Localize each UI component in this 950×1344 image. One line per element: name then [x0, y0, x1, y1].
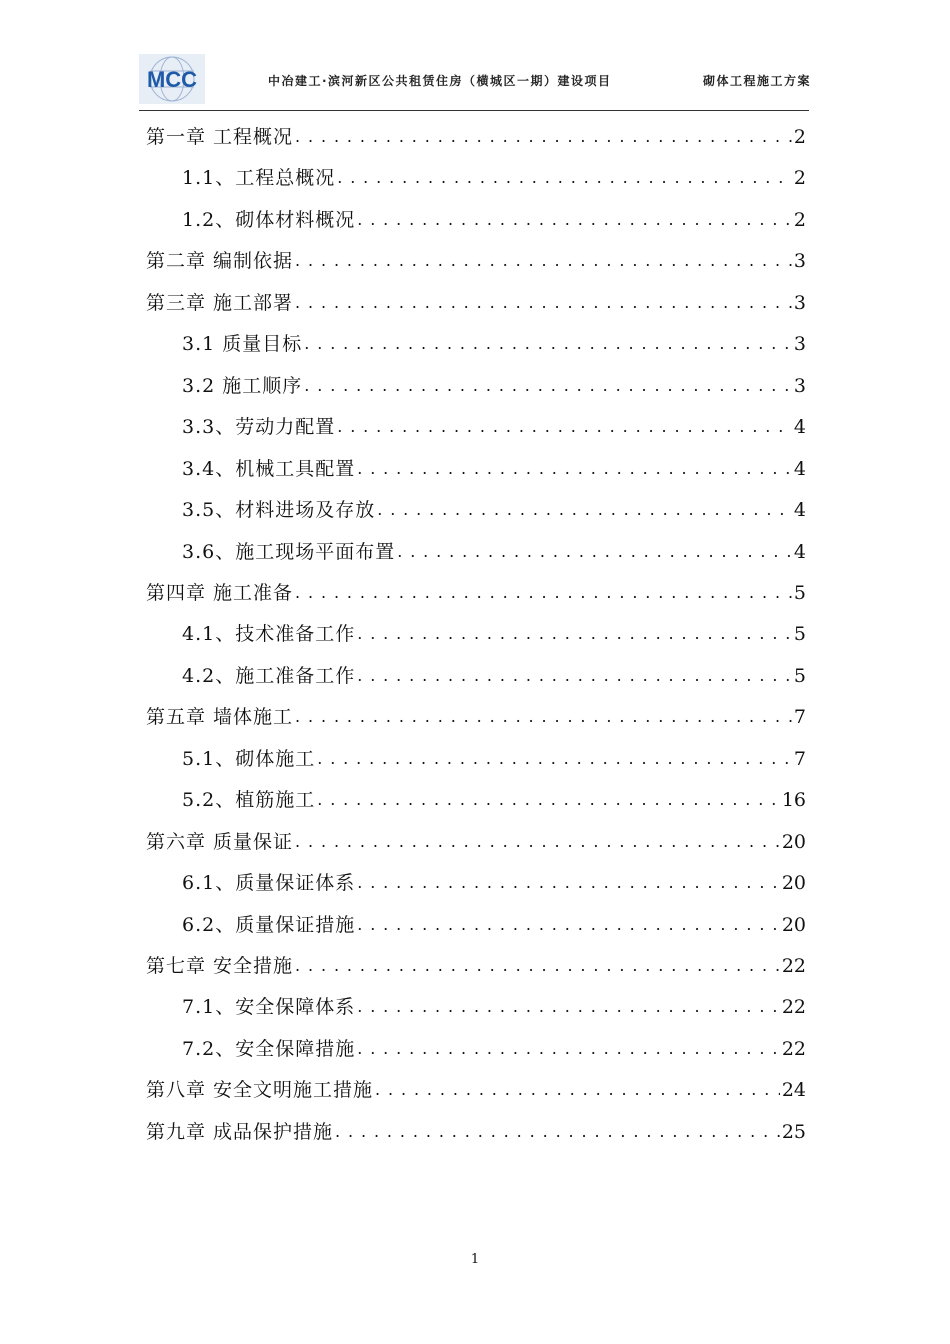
toc-entry-page: 25	[781, 1120, 806, 1143]
toc-dot-leader	[397, 536, 792, 567]
toc-dot-leader	[295, 577, 792, 608]
toc-entry[interactable]	[182, 163, 806, 193]
toc-entry-label: 7.2、安全保障措施	[182, 1037, 356, 1060]
toc-entry-label: 第八章 安全文明施工措施	[146, 1079, 374, 1102]
toc-entry-label: 第三章 施工部署	[146, 291, 294, 314]
toc-entry-label: 第四章 施工准备	[146, 581, 294, 604]
toc-entry-page: 20	[781, 872, 806, 895]
toc-dot-leader	[317, 743, 792, 774]
toc-entry-page: 20	[781, 830, 806, 853]
toc-entry[interactable]	[182, 537, 806, 567]
toc-entry[interactable]	[146, 122, 806, 152]
toc-entry[interactable]	[182, 868, 806, 898]
toc-entry-page: 7	[793, 747, 806, 770]
toc-dot-leader	[295, 121, 792, 152]
toc-entry-label: 3.5、材料进场及存放	[182, 499, 376, 522]
toc-entry[interactable]	[182, 1034, 806, 1064]
toc-dot-leader	[337, 411, 792, 442]
toc-entry[interactable]	[182, 744, 806, 774]
toc-entry-label: 5.1、砌体施工	[182, 747, 316, 770]
toc-dot-leader	[295, 701, 792, 732]
toc-entry[interactable]	[146, 827, 806, 857]
toc-dot-leader	[357, 660, 792, 691]
toc-entry-page: 24	[781, 1079, 806, 1102]
toc-entry[interactable]	[146, 1117, 806, 1147]
toc-entry[interactable]	[182, 454, 806, 484]
toc-entry-page: 4	[793, 499, 806, 522]
toc-entry[interactable]	[182, 412, 806, 442]
logo-text: MCC	[146, 67, 198, 92]
toc-entry-page: 2	[793, 126, 806, 148]
toc-dot-leader	[317, 784, 780, 815]
toc-dot-leader	[357, 204, 792, 235]
toc-dot-leader	[295, 287, 792, 318]
toc-entry-label: 第一章 工程概况	[146, 126, 294, 148]
toc-dot-leader	[357, 453, 792, 484]
toc-dot-leader	[295, 950, 780, 981]
toc-entry-label: 6.2、质量保证措施	[182, 913, 356, 936]
toc-entry[interactable]	[146, 1075, 806, 1105]
toc-entry-label: 6.1、质量保证体系	[182, 872, 356, 895]
mcc-logo	[139, 54, 205, 104]
toc-entry[interactable]	[182, 661, 806, 691]
toc-dot-leader	[295, 245, 792, 276]
toc-entry-label: 第六章 质量保证	[146, 830, 294, 853]
toc-entry[interactable]	[146, 246, 806, 276]
toc-entry-page: 3	[793, 250, 806, 273]
toc-entry-page: 3	[793, 291, 806, 314]
toc-entry-page: 3	[793, 333, 806, 356]
toc-entry-label: 3.1 质量目标	[182, 333, 303, 356]
toc-entry-page: 22	[781, 996, 806, 1019]
toc-dot-leader	[337, 162, 792, 193]
toc-entry-label: 3.6、施工现场平面布置	[182, 540, 396, 563]
toc-entry-page: 22	[781, 1037, 806, 1060]
toc-dot-leader	[357, 991, 780, 1022]
toc-entry-label: 第二章 编制依据	[146, 250, 294, 273]
toc-entry-page: 5	[793, 581, 806, 604]
toc-entry-label: 5.2、植筋施工	[182, 789, 316, 812]
toc-entry[interactable]	[182, 371, 806, 401]
toc-entry-page: 3	[793, 374, 806, 397]
toc-entry[interactable]	[146, 702, 806, 732]
toc-dot-leader	[357, 1033, 780, 1064]
toc-dot-leader	[295, 826, 780, 857]
toc-dot-leader	[377, 494, 792, 525]
toc-entry[interactable]	[182, 495, 806, 525]
toc-entry-page: 4	[793, 540, 806, 563]
toc-entry-label: 4.2、施工准备工作	[182, 664, 356, 687]
toc-entry-label: 第七章 安全措施	[146, 955, 294, 977]
toc-entry-label: 3.2 施工顺序	[182, 374, 303, 397]
toc-entry[interactable]	[146, 288, 806, 318]
toc-dot-leader	[357, 618, 792, 649]
toc-entry-page: 5	[793, 664, 806, 687]
toc-entry[interactable]	[182, 910, 806, 940]
toc-entry-page: 2	[793, 208, 806, 231]
toc-entry-page: 2	[793, 167, 806, 190]
toc-entry-page: 4	[793, 457, 806, 480]
toc-entry-label: 7.1、安全保障体系	[182, 996, 356, 1019]
toc-entry-label: 第五章 墙体施工	[146, 706, 294, 729]
toc-entry-label: 1.2、砌体材料概况	[182, 208, 356, 231]
toc-entry[interactable]	[182, 785, 806, 815]
toc-entry-page: 5	[793, 623, 806, 646]
toc-entry-label: 4.1、技术准备工作	[182, 623, 356, 646]
toc-dot-leader	[357, 909, 780, 940]
toc-entry-page: 16	[781, 789, 806, 812]
header-divider	[139, 110, 809, 111]
toc-dot-leader	[357, 867, 780, 898]
toc-entry[interactable]	[182, 205, 806, 235]
toc-entry-page: 22	[781, 955, 806, 977]
toc-entry-label: 第九章 成品保护措施	[146, 1120, 334, 1143]
header-document-name: 砌体工程施工方案	[703, 74, 812, 88]
toc-entry-page: 7	[793, 706, 806, 729]
toc-dot-leader	[375, 1074, 780, 1105]
toc-entry[interactable]	[182, 619, 806, 649]
toc-entry[interactable]	[146, 578, 806, 608]
toc-dot-leader	[335, 1116, 780, 1147]
toc-entry[interactable]	[146, 951, 806, 981]
toc-entry[interactable]	[182, 992, 806, 1022]
toc-entry-page: 4	[793, 416, 806, 439]
toc-entry[interactable]	[182, 329, 806, 359]
header-project-title: 中冶建工·滨河新区公共租赁住房（横城区一期）建设项目	[268, 74, 612, 88]
page-number: 1	[470, 1252, 480, 1267]
toc-entry-label: 3.4、机械工具配置	[182, 457, 356, 480]
toc-dot-leader	[304, 370, 792, 401]
toc-dot-leader	[304, 328, 792, 359]
toc-entry-label: 1.1、工程总概况	[182, 167, 336, 190]
toc-entry-page: 20	[781, 913, 806, 936]
toc-entry-label: 3.3、劳动力配置	[182, 416, 336, 439]
